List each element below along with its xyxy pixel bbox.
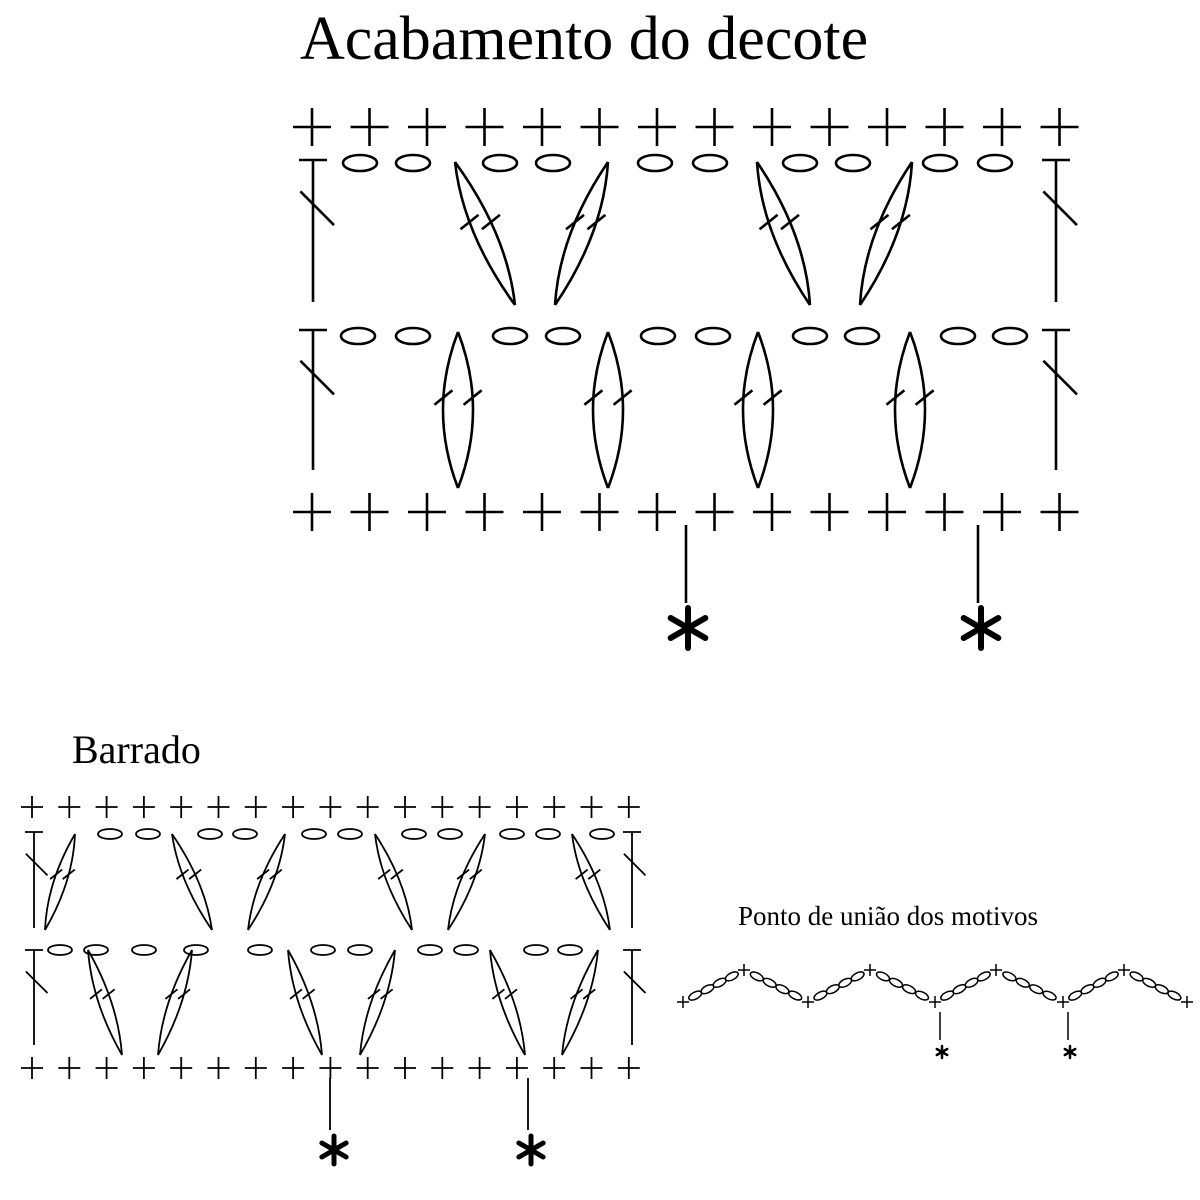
treble-crochet-symbol [562,950,598,1055]
single-crochet-symbol [431,796,453,818]
single-crochet-symbol [1181,996,1193,1008]
chain-symbol [590,829,614,839]
chain-symbol [500,829,524,839]
treble-post-symbol [25,950,48,1045]
single-crochet-symbol [581,493,619,531]
treble-post-symbol [623,950,646,1045]
join-marker-asterisk [519,1136,543,1164]
treble-crochet-symbol [158,950,192,1055]
single-crochet-symbol [926,108,964,146]
chain-symbol [923,155,957,171]
chain-symbol [724,970,740,983]
single-crochet-symbol [319,796,341,818]
single-crochet-symbol [868,108,906,146]
single-crochet-symbol [466,108,504,146]
chain-symbol [248,945,272,955]
chain-symbol [396,155,430,171]
single-crochet-symbol [133,1057,155,1079]
single-crochet-symbol [929,996,941,1008]
single-crochet-symbol [245,1057,267,1079]
single-crochet-symbol [170,1057,192,1079]
chain-symbol [524,945,548,955]
treble-crochet-symbol [860,162,912,305]
single-crochet-symbol [581,796,603,818]
treble-crochet-symbol [608,332,632,488]
treble-crochet-symbol [572,834,610,930]
treble-post-symbol [623,832,646,928]
single-crochet-symbol [811,493,849,531]
chain-symbol [402,829,426,839]
chain-symbol [493,328,527,344]
chain-symbol [1042,989,1058,1001]
single-crochet-symbol [738,964,750,976]
single-crochet-symbol [319,1057,341,1079]
single-crochet-symbol [208,796,230,818]
treble-crochet-symbol [375,834,412,930]
treble-crochet-symbol [45,834,75,930]
single-crochet-symbol [543,796,565,818]
single-crochet-symbol [523,493,561,531]
join-marker-asterisk [322,1136,346,1164]
chain-symbol [343,155,377,171]
chain-symbol [901,983,917,995]
chain-symbol [638,155,672,171]
single-crochet-symbol [408,493,446,531]
single-crochet-symbol [394,1057,416,1079]
single-crochet-symbol [408,108,446,146]
treble-post-symbol [1042,160,1077,302]
single-crochet-symbol [170,796,192,818]
single-crochet-symbol [394,796,416,818]
treble-crochet-symbol [158,950,192,1055]
single-crochet-symbol [990,964,1002,976]
treble-post-symbol [299,160,334,302]
treble-crochet-symbol [490,950,525,1055]
chain-symbol [396,328,430,344]
treble-crochet-symbol [555,162,608,305]
chain-symbol [233,829,257,839]
treble-crochet-symbol [734,332,758,488]
single-crochet-symbol [983,108,1021,146]
treble-crochet-symbol [360,950,395,1055]
treble-crochet-symbol [88,950,122,1055]
chain-symbol [783,155,817,171]
chain-symbol [1104,970,1120,983]
chain-symbol [136,829,160,839]
chain-symbol [641,328,675,344]
treble-crochet-symbol [455,162,515,305]
treble-crochet-symbol [757,162,810,305]
single-crochet-symbol [638,493,676,531]
chain-symbol [483,155,517,171]
chain-symbol [338,829,362,839]
single-crochet-symbol [282,796,304,818]
single-crochet-symbol [351,493,389,531]
chain-symbol [454,945,478,955]
chain-symbol [311,945,335,955]
single-crochet-symbol [523,108,561,146]
single-crochet-symbol [1057,996,1069,1008]
chain-symbol [850,970,866,983]
join-marker-asterisk [937,1046,947,1058]
chain-symbol [941,328,975,344]
chain-symbol [536,829,560,839]
treble-crochet-symbol [758,332,782,488]
treble-crochet-symbol [757,162,810,305]
treble-crochet-symbol [490,950,525,1055]
treble-crochet-symbol [288,950,322,1055]
single-crochet-symbol [926,493,964,531]
chain-symbol [693,155,727,171]
chain-symbol [845,328,879,344]
treble-crochet-symbol [248,834,285,930]
chain-symbol [875,970,891,982]
chain-symbol [749,970,765,983]
treble-crochet-symbol [88,950,122,1055]
single-crochet-symbol [21,1057,43,1079]
uniao-chart [677,964,1193,1058]
chain-symbol [793,328,827,344]
chain-symbol [418,945,442,955]
single-crochet-symbol [469,796,491,818]
single-crochet-symbol [696,108,734,146]
chain-symbol [993,328,1027,344]
single-crochet-symbol [543,1057,565,1079]
join-marker-asterisk [671,608,706,648]
single-crochet-symbol [1041,108,1079,146]
single-crochet-symbol [506,1057,528,1079]
single-crochet-symbol [282,1057,304,1079]
chain-symbol [48,945,72,955]
decote-title: Acabamento do decote [300,5,869,73]
chain-symbol [1028,983,1044,995]
single-crochet-symbol [638,108,676,146]
single-crochet-symbol [581,108,619,146]
chain-symbol [132,945,156,955]
treble-crochet-symbol [448,834,485,930]
single-crochet-symbol [431,1057,453,1079]
barrado-chart [21,796,646,1164]
single-crochet-symbol [506,796,528,818]
single-crochet-symbol [618,1057,640,1079]
decote-chart [293,108,1079,648]
chain-symbol [762,977,778,990]
chain-symbol [787,989,803,1002]
single-crochet-symbol [96,1057,118,1079]
single-crochet-symbol [58,796,80,818]
single-crochet-symbol [983,493,1021,531]
chain-symbol [696,328,730,344]
single-crochet-symbol [864,964,876,976]
treble-crochet-symbol [458,332,482,488]
single-crochet-symbol [351,108,389,146]
treble-crochet-symbol [886,332,910,488]
single-crochet-symbol [357,796,379,818]
treble-crochet-symbol [288,950,322,1055]
barrado-title: Barrado [72,727,201,772]
chain-symbol [536,155,570,171]
chain-symbol [98,829,122,839]
treble-crochet-symbol [860,162,912,305]
chain-symbol [302,829,326,839]
chain-symbol [348,945,372,955]
single-crochet-symbol [133,796,155,818]
chain-symbol [558,945,582,955]
treble-crochet-symbol [172,834,212,930]
single-crochet-symbol [581,1057,603,1079]
treble-crochet-symbol [555,162,608,305]
single-crochet-symbol [357,1057,379,1079]
single-crochet-symbol [21,796,43,818]
single-crochet-symbol [293,108,331,146]
single-crochet-symbol [466,493,504,531]
treble-crochet-symbol [562,950,598,1055]
chain-symbol [976,970,992,983]
single-crochet-symbol [868,493,906,531]
treble-post-symbol [1042,330,1077,470]
single-crochet-symbol [469,1057,491,1079]
treble-crochet-symbol [572,834,610,930]
single-crochet-symbol [677,996,689,1008]
single-crochet-symbol [1118,964,1130,976]
chain-symbol [546,328,580,344]
join-marker-asterisk [1065,1046,1075,1058]
treble-crochet-symbol [910,332,934,488]
treble-crochet-symbol [248,834,285,930]
join-marker-asterisk [964,608,999,648]
treble-crochet-symbol [455,162,515,305]
single-crochet-symbol [208,1057,230,1079]
chain-symbol [836,155,870,171]
single-crochet-symbol [245,796,267,818]
treble-crochet-symbol [448,834,485,930]
treble-crochet-symbol [45,834,75,930]
single-crochet-symbol [96,796,118,818]
chain-symbol [184,945,208,955]
chain-symbol [438,829,462,839]
single-crochet-symbol [753,493,791,531]
chain-symbol [1015,977,1031,989]
single-crochet-symbol [802,996,814,1008]
treble-crochet-symbol [584,332,608,488]
single-crochet-symbol [811,108,849,146]
uniao-title: Ponto de união dos motivos [738,901,1039,931]
chain-symbol [341,328,375,344]
chain-symbol [775,983,791,996]
chain-symbol [978,155,1012,171]
single-crochet-symbol [753,108,791,146]
treble-crochet-symbol [434,332,458,488]
single-crochet-symbol [293,493,331,531]
chain-symbol [1167,989,1183,1002]
chain-symbol [888,977,904,989]
single-crochet-symbol [1041,493,1079,531]
treble-crochet-symbol [375,834,412,930]
chain-symbol [914,989,930,1001]
single-crochet-symbol [696,493,734,531]
single-crochet-symbol [58,1057,80,1079]
treble-post-symbol [25,832,48,928]
chain-symbol [198,829,222,839]
chain-symbol [1002,970,1018,982]
treble-post-symbol [299,330,334,470]
single-crochet-symbol [618,796,640,818]
treble-crochet-symbol [172,834,212,930]
treble-crochet-symbol [360,950,395,1055]
